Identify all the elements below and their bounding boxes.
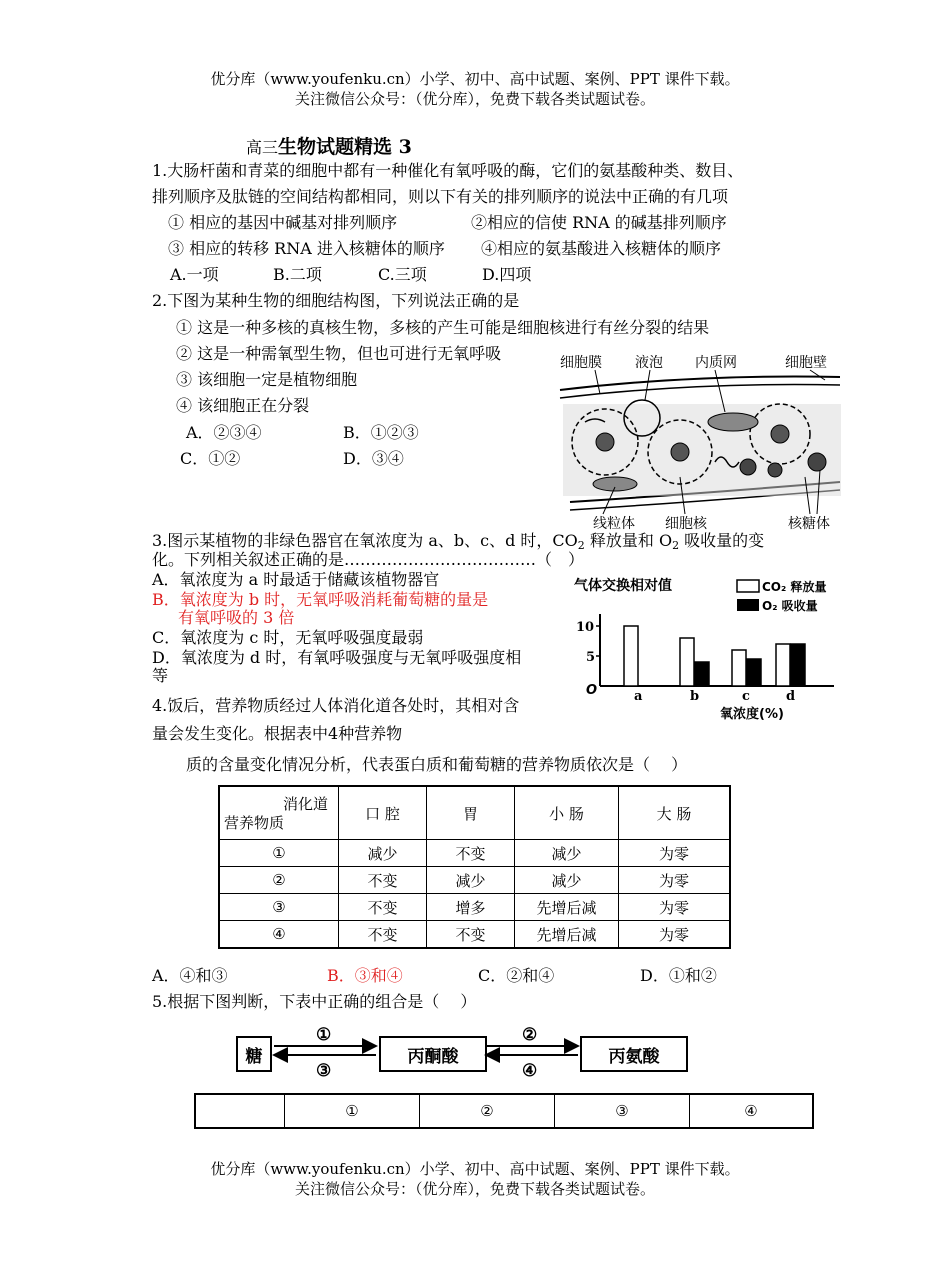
site-header-line1: 优分库（www.youfenku.cn）小学、初中、高中试题、案例、PPT 课件下载。 <box>210 70 740 88</box>
q3-option-a: A．氧浓度为 a 时最适于储藏该植物器官 <box>152 570 440 589</box>
q1-stem-2: 排列顺序及肽链的空间结构都相同，则以下有关的排列顺序的说法中正确的有几项 <box>152 187 729 206</box>
label-nucleus: 细胞核 <box>665 516 707 532</box>
q1-statement-1: ① 相应的基因中碱基对排列顺序 <box>168 213 398 232</box>
arrow-label-2: ② <box>522 1025 538 1045</box>
bar-co2-b <box>680 638 694 686</box>
arrow-label-3: ③ <box>316 1061 332 1081</box>
label-vacuole: 液泡 <box>635 355 663 371</box>
table-row: ③ 不变 增多 先增后减 为零 <box>219 894 730 921</box>
table-row: ① ② ③ ④ <box>195 1094 813 1128</box>
answer-table <box>194 1093 814 1129</box>
q4-option-b: B．③和④ <box>327 966 403 985</box>
bar-o2-d <box>791 644 805 686</box>
q5-stem: 5.根据下图判断，下表中正确的组合是（ ） <box>152 992 477 1011</box>
label-cell-membrane: 细胞膜 <box>560 355 602 371</box>
y-tick-label: 10 <box>576 620 595 635</box>
q3-option-d-line1: D．氧浓度为 d 时，有氧呼吸强度与无氧呼吸强度相 <box>152 648 522 667</box>
q3-option-b-line2: 有氧呼吸的 3 倍 <box>178 608 295 627</box>
table-row: ② 不变 减少 减少 为零 <box>219 867 730 894</box>
q4-stem-2: 量会发生变化。根据表中4种营养物 <box>152 724 403 743</box>
label-cell-wall: 细胞壁 <box>785 355 827 371</box>
bar-co2-d <box>776 644 790 686</box>
q1-statement-3: ③ 相应的转移 RNA 进入核糖体的顺序 <box>168 239 445 258</box>
q4-stem-1: 4.饭后，营养物质经过人体消化道各处时，其相对含 <box>152 696 520 715</box>
table-header-row <box>219 786 730 840</box>
q2-statement-1: ① 这是一种多核的真核生物，多核的产生可能是细胞核进行有丝分裂的结果 <box>176 318 710 337</box>
bar-o2-b <box>695 662 709 686</box>
chart-title: 气体交换相对值 <box>574 578 672 594</box>
col-header: 胃 <box>427 786 515 840</box>
cell-structure-figure <box>555 352 845 532</box>
label-er: 内质网 <box>695 355 737 371</box>
q2-statement-3: ③ 该细胞一定是植物细胞 <box>176 370 358 389</box>
q2-option-d: D．③④ <box>343 449 404 468</box>
q2-statement-2: ② 这是一种需氧型生物，但也可进行无氧呼吸 <box>176 344 502 363</box>
q1-option-d: D.四项 <box>482 265 532 284</box>
site-footer-line2: 关注微信公众号：（优分库），免费下载各类试题试卷。 <box>294 1180 655 1198</box>
x-tick-label: d <box>786 689 796 704</box>
box-pyruvate: 丙酮酸 <box>379 1036 487 1072</box>
site-footer-line1: 优分库（www.youfenku.cn）小学、初中、高中试题、案例、PPT 课件下载。 <box>210 1160 740 1178</box>
y-tick-label: 5 <box>586 650 596 665</box>
legend-o2-label: O₂ 吸收量 <box>762 599 818 613</box>
label-mitochondria: 线粒体 <box>593 516 635 532</box>
label-ribosome: 核糖体 <box>788 516 830 532</box>
q2-stem: 2.下图为某种生物的细胞结构图，下列说法正确的是 <box>152 291 520 310</box>
site-header-line2: 关注微信公众号：（优分库），免费下载各类试题试卷。 <box>294 90 655 108</box>
q1-option-a: A.一项 <box>170 265 219 284</box>
q3-option-b-line1: B．氧浓度为 b 时，无氧呼吸消耗葡萄糖的量是 <box>152 590 489 609</box>
page-title <box>246 136 412 160</box>
x-axis-label: 氧浓度(%) <box>720 707 784 722</box>
q1-option-b: B.二项 <box>273 265 322 284</box>
legend-o2-swatch <box>737 599 759 611</box>
q3-stem-2: 化。下列相关叙述正确的是………………………………（ ） <box>152 550 585 569</box>
pathway-arrows <box>270 1022 585 1082</box>
q1-statement-2: ②相应的信使 RNA 的碱基排列顺序 <box>471 213 727 232</box>
corner-header: 消化道 营养物质 <box>219 786 339 840</box>
bar-co2-c <box>732 650 746 686</box>
box-sugar: 糖 <box>236 1036 272 1072</box>
q4-option-d: D．①和② <box>640 966 717 985</box>
q4-option-a: A．④和③ <box>152 966 228 985</box>
q2-statement-4: ④ 该细胞正在分裂 <box>176 396 310 415</box>
q3-option-d-line2: 等 <box>152 666 169 685</box>
title-main: 生物试题精选 3 <box>278 136 412 158</box>
x-tick-label: a <box>634 689 643 704</box>
bar-o2-c <box>747 659 761 686</box>
gas-exchange-chart <box>572 574 862 724</box>
q2-option-c: C．①② <box>180 449 241 468</box>
q1-option-c: C.三项 <box>378 265 427 284</box>
x-tick-label: b <box>690 689 700 704</box>
nutrient-table <box>218 785 731 949</box>
q2-option-a: A．②③④ <box>186 423 262 442</box>
q4-option-c: C．②和④ <box>478 966 555 985</box>
col-header: 口 腔 <box>339 786 427 840</box>
table-row: ④ 不变 不变 先增后减 为零 <box>219 921 730 949</box>
box-alanine: 丙氨酸 <box>580 1036 688 1072</box>
origin-label: O <box>586 683 598 698</box>
bar-co2-a <box>624 626 638 686</box>
q3-stem-1: 3.图示某植物的非绿色器官在氧浓度为 a、b、c、d 时，$CO_2$ 释放量和 $O_2$ 吸收量的变 <box>152 531 765 552</box>
q2-option-b: B．①②③ <box>343 423 419 442</box>
x-tick-label: c <box>742 689 750 704</box>
legend-co2-label: CO₂ 释放量 <box>762 580 827 594</box>
q1-statement-4: ④相应的氨基酸进入核糖体的顺序 <box>481 239 722 258</box>
cell-body <box>560 370 841 514</box>
title-prefix: 高三 <box>246 138 279 157</box>
q4-stem-3: 质的含量变化情况分析，代表蛋白质和葡萄糖的营养物质依次是（ ） <box>186 755 688 774</box>
table-row: ① 减少 不变 减少 为零 <box>219 840 730 867</box>
arrow-label-4: ④ <box>522 1061 538 1081</box>
q1-stem-1: 1.大肠杆菌和青菜的细胞中都有一种催化有氧呼吸的酶，它们的氨基酸种类、数目、 <box>152 161 744 180</box>
q3-option-c: C．氧浓度为 c 时，无氧呼吸强度最弱 <box>152 628 424 647</box>
col-header: 大 肠 <box>619 786 731 840</box>
legend-co2-swatch <box>737 580 759 592</box>
col-header: 小 肠 <box>515 786 619 840</box>
arrow-label-1: ① <box>316 1025 332 1045</box>
